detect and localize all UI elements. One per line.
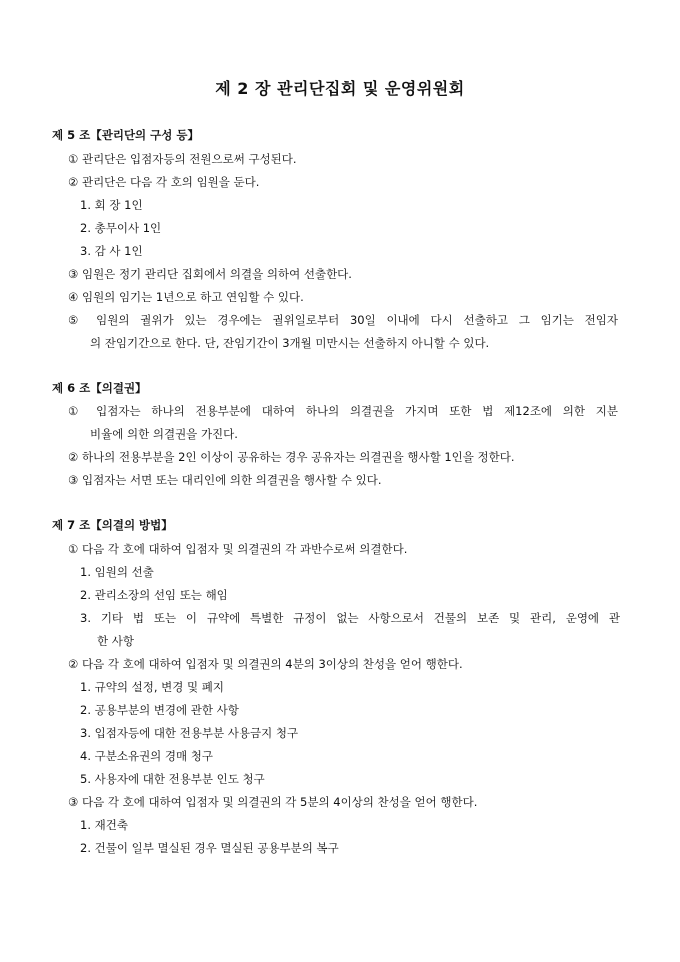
article-7-p2-item-4: 4. 구분소유권의 경매 청구 (80, 749, 214, 763)
article-7-p2-item-5: 5. 사용자에 대한 전용부분 인도 청구 (80, 772, 265, 786)
article-7-p2-item-2: 2. 공용부분의 변경에 관한 사항 (80, 703, 239, 717)
article-5-item-2: 2. 총무이사 1인 (80, 221, 162, 235)
article-7-paragraph-3: ③ 다음 각 호에 대하여 입점자 및 의결권의 각 5분의 4이상의 찬성을 얻어 행한다. (68, 795, 478, 809)
article-5-paragraph-5-text-1: ⑤ 임원의 궐위가 있는 경우에는 궐위일로부터 30일 이내에 다시 선출하고 그 임기는 전임자 (68, 313, 618, 327)
article-6-paragraph-1-line-1 (68, 403, 618, 419)
article-5-paragraph-4: ④ 임원의 임기는 1년으로 하고 연임할 수 있다. (68, 290, 304, 304)
article-5-heading: 제 5 조【관리단의 구성 등】 (52, 128, 199, 142)
article-7-p1-item-3-line-1 (80, 610, 620, 626)
article-6-paragraph-1-text-1: ① 입점자는 하나의 전용부분에 대하여 하나의 의결권을 가지며 또한 법 제12조에 의한 지분 (68, 404, 618, 418)
article-5-paragraph-1: ① 관리단은 입점자등의 전원으로써 구성된다. (68, 152, 297, 166)
article-5-item-1: 1. 회 장 1인 (80, 198, 143, 212)
article-7-p1-item-3-line-2: 한 사항 (97, 634, 134, 648)
article-6-paragraph-3: ③ 입점자는 서면 또는 대리인에 의한 의결권을 행사할 수 있다. (68, 473, 382, 487)
article-5-item-3: 3. 감 사 1인 (80, 244, 143, 258)
article-7-p1-item-1: 1. 임원의 선출 (80, 565, 154, 579)
article-7-p3-item-2: 2. 건물이 일부 멸실된 경우 멸실된 공용부분의 복구 (80, 841, 339, 855)
article-6-paragraph-2: ② 하나의 전용부분을 2인 이상이 공유하는 경우 공유자는 의결권을 행사할 1인을 정한다. (68, 450, 515, 464)
article-7-heading: 제 7 조【의결의 방법】 (52, 518, 173, 532)
article-6-paragraph-1-line-2: 비율에 의한 의결권을 가진다. (90, 427, 238, 441)
article-7-paragraph-2: ② 다음 각 호에 대하여 입점자 및 의결권의 4분의 3이상의 찬성을 얻어 행한다. (68, 657, 463, 671)
article-7-p1-item-3-text-1: 3. 기타 법 또는 이 규약에 특별한 규정이 없는 사항으로서 건물의 보존 및 관리, 운영에 관 (80, 611, 620, 625)
article-7-p2-item-3: 3. 입점자등에 대한 전용부분 사용금지 청구 (80, 726, 299, 740)
article-7-p1-item-2: 2. 관리소장의 선임 또는 해임 (80, 588, 228, 602)
article-5-paragraph-3: ③ 임원은 정기 관리단 집회에서 의결을 의하여 선출한다. (68, 267, 352, 281)
article-5-paragraph-5-line-2: 의 잔임기간으로 한다. 단, 잔임기간이 3개월 미만시는 선출하지 아니할 수 있다. (90, 336, 490, 350)
article-6-heading: 제 6 조【의결권】 (52, 381, 147, 395)
article-5-paragraph-2: ② 관리단은 다음 각 호의 임원을 둔다. (68, 175, 260, 189)
article-7-p2-item-1: 1. 규약의 설정, 변경 및 폐지 (80, 680, 224, 694)
article-5-paragraph-5-line-1 (68, 312, 618, 328)
article-7-paragraph-1: ① 다음 각 호에 대하여 입점자 및 의결권의 각 과반수로써 의결한다. (68, 542, 408, 556)
chapter-title: 제 2 장 관리단집회 및 운영위원회 (215, 79, 465, 98)
article-7-p3-item-1: 1. 재건축 (80, 818, 128, 832)
